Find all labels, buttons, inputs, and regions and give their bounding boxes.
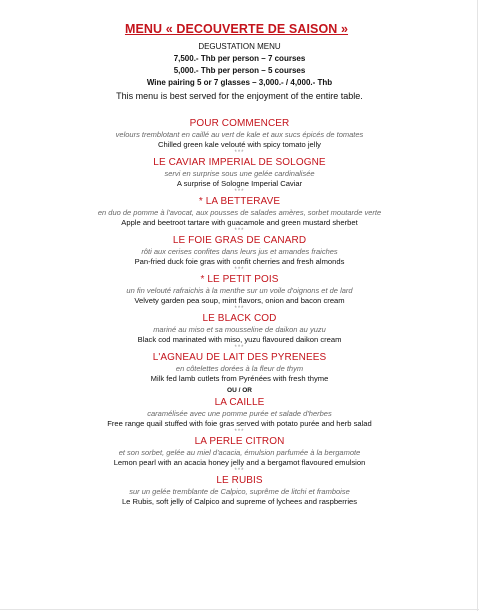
course-separator: *** (234, 228, 245, 234)
course-name: LA PERLE CITRON (194, 436, 285, 447)
course-separator: *** (234, 468, 245, 474)
course-name: LE BLACK COD (202, 313, 277, 324)
course-french: rôti aux cerises confites dans leurs jus et amandes fraiches (141, 247, 338, 256)
course-french: caramélisée avec une pomme purée et salade d'herbes (147, 409, 332, 418)
course-english: Apple and beetroot tartare with guacamole and green mustard sherbet (121, 218, 358, 227)
course-item (0, 397, 479, 429)
course-separator: *** (234, 189, 245, 195)
course-french: servi en surprise sous une gelée cardinalisée (164, 169, 315, 178)
course-separator: *** (234, 150, 245, 156)
menu-title: MENU « DECOUVERTE DE SAISON » (124, 22, 349, 36)
course-english: Velvety garden pea soup, mint flavors, onion and bacon cream (134, 296, 345, 305)
course-name: LE FOIE GRAS DE CANARD (172, 235, 307, 246)
course-name: LE RUBIS (216, 475, 263, 486)
course-french: en duo de pomme à l'avocat, aux pousses de salades amères, sorbet moutarde verte (97, 208, 382, 217)
course-french: mariné au miso et sa mousseline de daikon au yuzu (153, 325, 326, 334)
price-line-3: Wine pairing 5 or 7 glasses – 3,000.- / 4,000.- Thb (146, 78, 333, 87)
menu-note: This menu is best served for the enjoyment of the entire table. (116, 91, 363, 101)
course-english: Lemon pearl with an acacia honey jelly and a bergamot flavoured emulsion (113, 458, 366, 467)
course-name: LE CAVIAR IMPERIAL DE SOLOGNE (153, 157, 326, 168)
course-item (0, 436, 479, 468)
course-english: Pan-fried duck foie gras with confit cherries and fresh almonds (134, 257, 345, 266)
course-french: velours tremblotant en caillé au vert de kale et aux sucs épicés de tomates (115, 130, 364, 139)
menu-header (0, 41, 479, 89)
course-item (0, 274, 479, 306)
course-french: un fin velouté rafraichis à la menthe sur un voile d'oignons et de lard (126, 286, 353, 295)
course-name: L'AGNEAU DE LAIT DES PYRENEES (152, 352, 327, 363)
course-item (0, 475, 479, 507)
course-english: Le Rubis, soft jelly of Calpico and supreme of lychees and raspberries (121, 497, 358, 506)
course-english: Free range quail stuffed with foie gras served with potato purée and herb salad (107, 419, 372, 428)
menu-content (0, 22, 479, 507)
price-line-1: 7,500.- Thb per person – 7 courses (173, 54, 306, 63)
course-separator: *** (234, 429, 245, 435)
course-item (0, 313, 479, 345)
course-item (0, 196, 479, 228)
course-english: Milk fed lamb cutlets from Pyrénées with fresh thyme (150, 374, 329, 383)
course-item (0, 235, 479, 267)
menu-subtitle: DEGUSTATION MENU (198, 42, 281, 51)
or-label: OU / OR (227, 387, 252, 394)
course-item (0, 118, 479, 150)
course-name: POUR COMMENCER (189, 118, 290, 129)
course-french: et son sorbet, gelée au miel d'acacia, émulsion parfumée à la bergamote (118, 448, 361, 457)
price-line-2: 5,000.- Thb per person – 5 courses (173, 66, 306, 75)
course-separator: *** (234, 267, 245, 273)
course-english: A surprise of Sologne Imperial Caviar (176, 179, 303, 188)
course-french: en côtelettes dorées à la fleur de thym (175, 364, 304, 373)
course-item (0, 352, 479, 384)
course-english: Black cod marinated with miso, yuzu flavoured daikon cream (137, 335, 342, 344)
course-name: LA CAILLE (214, 397, 265, 408)
course-separator: *** (234, 306, 245, 312)
course-name: * LA BETTERAVE (198, 196, 281, 207)
course-english: Chilled green kale velouté with spicy tomato jelly (158, 140, 321, 149)
course-item (0, 157, 479, 189)
course-separator: *** (234, 345, 245, 351)
course-name: * LE PETIT POIS (200, 274, 279, 285)
page-edge-bottom (0, 609, 479, 610)
course-french: sur un gelée tremblante de Calpico, suprême de litchi et framboise (129, 487, 350, 496)
